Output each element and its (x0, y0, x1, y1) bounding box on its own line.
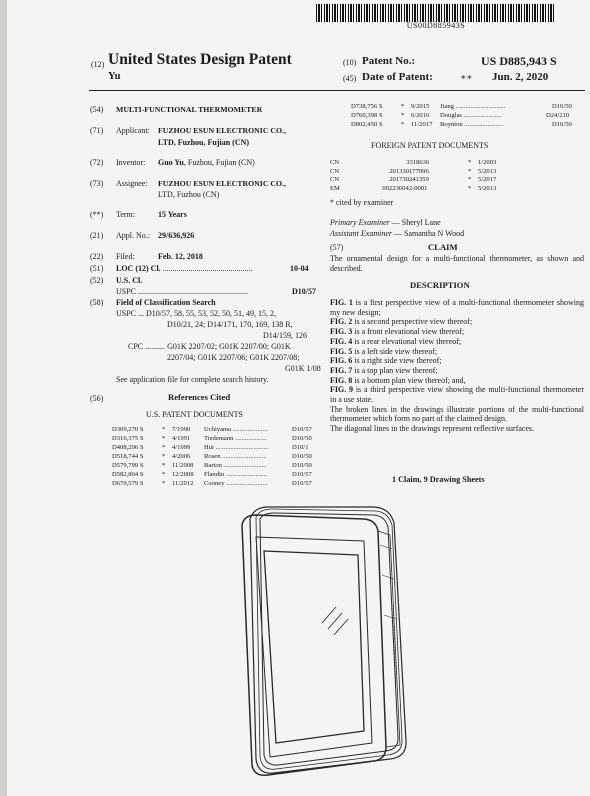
assistant-examiner: Assistant Examiner — Samantha N Wood (330, 229, 465, 238)
figure-text: is a first perspective view of a multi-functional thermometer showing my new design; (330, 298, 584, 317)
field-uspc-1: USPC ... D10/57, 58, 55, 53, 52, 50, 51, 49, 15, 2, (116, 309, 277, 318)
ref-star: * (401, 121, 405, 128)
figure-text: is a bottom plan view thereof; and, (352, 375, 466, 385)
foreign-country: CN (330, 176, 340, 183)
ref-dots: ..................... (231, 426, 268, 433)
ref-number: D579,799 S (112, 462, 144, 469)
code-22: (22) (90, 252, 104, 261)
code-10: (10) (343, 58, 357, 67)
figure-description (330, 317, 584, 327)
ref-star: * (162, 471, 166, 478)
ref-star: * (162, 480, 166, 487)
foreign-date: 5/2013 (478, 167, 497, 175)
figure-text: is a left side view thereof; (352, 346, 438, 356)
ref-dots: .......................... (221, 462, 267, 469)
ref-dots: ........................ (462, 121, 504, 128)
figure-label: FIG. 9 (330, 385, 354, 395)
foreign-number: 201730241359 (389, 176, 429, 183)
date-mark: ∗∗ (460, 72, 473, 82)
code-45: (45) (343, 74, 357, 83)
us-docs-heading: U.S. PATENT DOCUMENTS (146, 410, 243, 419)
code-52: (52) (90, 276, 104, 285)
ref-date: 11/2008 (172, 462, 194, 469)
cited-by-examiner: * cited by examiner (330, 198, 394, 207)
ref-class: D10/57 (292, 480, 312, 487)
figure-description (330, 298, 584, 317)
foreign-star: * (468, 176, 472, 183)
code-12: (12) (91, 60, 105, 69)
ref-date: 4/1991 (172, 435, 191, 442)
field-uspc-2: D10/21, 24; D14/171, 170, 169, 138 R, (167, 320, 293, 329)
ref-date: 12/2008 (172, 471, 194, 478)
ref-date: 4/2006 (172, 453, 191, 460)
figure-label: FIG. 8 (330, 375, 353, 385)
ref-name (204, 453, 267, 460)
loc-value: 10-04 (290, 264, 309, 273)
code-57: (57) (330, 243, 344, 252)
appl-value: 29/636,926 (158, 231, 195, 240)
applicant-line-2: LTD, Fuzhou, Fujian (CN) (158, 138, 250, 147)
code-51: (51) (90, 264, 104, 273)
ref-date: 11/2017 (411, 121, 433, 128)
ref-number: D738,756 S (351, 103, 383, 110)
figure-label: FIG. 7 (330, 365, 353, 375)
ref-number: D309,270 S (112, 426, 144, 433)
figure-description (330, 385, 584, 404)
ref-dots: ........................... (220, 453, 267, 460)
ref-name (204, 471, 267, 478)
see-application: See application file for complete search history. (116, 375, 269, 384)
barcode (316, 4, 556, 22)
assignee-line-2: LTD, Fuzhou (CN) (158, 190, 220, 199)
code-56: (56) (90, 394, 104, 403)
ref-name (204, 426, 267, 433)
ref-dots: ......................... (224, 471, 268, 478)
description-heading: DESCRIPTION (410, 280, 470, 290)
figure-label: FIG. 5 (330, 346, 353, 356)
figure-description (330, 337, 584, 347)
inventor-line: Guo Yu, Fuzhou, Fujian (CN) (158, 158, 255, 167)
thermometer-drawing (228, 495, 428, 785)
ref-name (204, 435, 266, 442)
ref-dots: ................................ (213, 444, 269, 451)
ref-class: D10/50 (292, 453, 312, 460)
code-72: (72) (90, 158, 104, 167)
figure-label: FIG. 4 (330, 336, 353, 346)
patent-no-label: Patent No.: (362, 55, 416, 67)
ref-class: D10/57 (292, 471, 312, 478)
ref-name-text: Jiang (440, 103, 454, 110)
page-edge (0, 0, 7, 796)
foreign-date: 5/2017 (478, 176, 497, 183)
barcode-number: US00D885943S (406, 21, 466, 30)
field-cpc-2: 2207/04; G01K 2207/06; G01K 2207/08; (167, 353, 300, 362)
field-cpc-1: CPC .......... G01K 2207/02; G01K 2207/00; G01K (128, 342, 291, 351)
code-term: (**) (90, 210, 104, 219)
date-label: Date of Patent: (362, 71, 433, 83)
figure-label: FIG. 6 (330, 356, 353, 366)
claim-text: The ornamental design for a multi-functional thermometer, as shown and described. (330, 254, 584, 273)
patent-date: Jun. 2, 2020 (492, 71, 549, 83)
ref-number: D316,375 S (112, 435, 144, 442)
ref-number: D518,744 S (112, 453, 144, 460)
patent-type-title: United States Design Patent (108, 51, 292, 68)
description-block (330, 298, 584, 434)
ref-number: D802,450 S (351, 121, 383, 128)
foreign-country: EM (330, 184, 340, 192)
figure-text: is a top plan view thereof; (352, 365, 438, 375)
ref-date: 6/2016 (411, 112, 430, 119)
ref-name (204, 444, 268, 451)
assignee-line-1: FUZHOU ESUN ELECTRONIC CO., (158, 179, 287, 188)
ref-dots: .............................. (453, 103, 506, 110)
foreign-date: 5/2013 (478, 184, 497, 192)
figure-text: is a third perspective view showing the multi-functional thermometer in a use state. (330, 385, 584, 405)
diagonal-lines-note: The diagonal lines in the drawings represent reflective surfaces. (330, 424, 535, 434)
broken-lines-note: The broken lines in the drawings illustrate portions of the multi-functional thermometer which form no part of the claimed design. (330, 404, 584, 424)
term-value: 15 Years (158, 210, 187, 219)
figure-label: FIG. 1 (330, 298, 353, 307)
ref-class: D10/50 (292, 435, 312, 442)
ref-class: D10/50 (552, 121, 572, 128)
field-uspc-3: D14/159, 126 (263, 331, 307, 340)
references-heading: References Cited (168, 392, 231, 402)
ref-date: 9/2015 (411, 103, 430, 110)
ref-class: D10/1 (292, 444, 309, 451)
figure-description (330, 376, 584, 386)
figure-label: FIG. 3 (330, 327, 353, 337)
patent-number: US D885,943 S (481, 54, 557, 68)
figure-text: is a front elevational view thereof; (352, 327, 465, 337)
claims-count: 1 Claim, 9 Drawing Sheets (392, 475, 485, 484)
ref-star: * (162, 426, 166, 433)
uspc-line: USPC ....................................................... (116, 287, 249, 296)
figure-description (330, 327, 584, 337)
ref-class: D10/50 (292, 462, 312, 469)
figure-label: FIG. 2 (330, 317, 353, 327)
ref-star: * (162, 444, 166, 451)
applicant-label: Applicant: (116, 126, 150, 135)
appl-label: Appl. No.: (116, 231, 150, 240)
assignee-label: Assignee: (116, 179, 148, 188)
ref-dots: ................... (233, 435, 267, 442)
figure-description (330, 356, 584, 366)
foreign-star: * (468, 184, 472, 192)
ref-date: 11/2012 (172, 480, 194, 487)
ref-class: D10/50 (552, 103, 572, 110)
foreign-number: 002236042-0001 (382, 184, 428, 192)
uspc-value: D10/57 (292, 287, 316, 296)
ref-name-text: Cooney (204, 480, 225, 487)
ref-name (440, 103, 505, 110)
ref-name (204, 480, 267, 487)
header-rule (89, 90, 585, 91)
foreign-star: * (468, 159, 472, 166)
code-58: (58) (90, 298, 104, 307)
ref-name-text: Flandin (204, 471, 225, 478)
ref-star: * (162, 453, 166, 460)
ref-class: D10/57 (292, 426, 312, 433)
ref-dots: ......................... (224, 480, 268, 487)
ref-dots: ....................... (461, 112, 502, 119)
ref-star: * (401, 112, 405, 119)
ref-name-text: Tiedemann (204, 435, 234, 442)
loc-line: LOC (12) Cl. ............................................. (116, 264, 253, 273)
filed-value: Feb. 12, 2018 (158, 252, 203, 261)
field-search-label: Field of Classification Search (116, 298, 216, 307)
foreign-country: CN (330, 159, 340, 166)
figure-description (330, 366, 584, 376)
primary-examiner: Primary Examiner — Sheryl Lane (330, 218, 441, 227)
inventor-label: Inventor: (116, 158, 146, 167)
field-cpc-3: G01K 1/08 (285, 364, 321, 373)
foreign-number: 201330177096 (389, 167, 429, 175)
design-title: MULTI-FUNCTIONAL THERMOMETER (116, 105, 263, 114)
term-label: Term: (116, 210, 135, 219)
code-21: (21) (90, 231, 104, 240)
code-54: (54) (90, 105, 104, 114)
ref-date: 7/1990 (172, 426, 191, 433)
ref-name-text: Boynton (440, 121, 463, 128)
ref-name-text: Douglas (440, 112, 462, 119)
ref-name-text: Hui (204, 444, 214, 451)
ref-number: D760,398 S (351, 112, 383, 119)
inventor-surname: Yu (108, 71, 121, 82)
ref-class: D24/210 (546, 112, 570, 119)
uscl-label: U.S. Cl. (116, 276, 143, 285)
ref-star: * (162, 462, 166, 469)
ref-name (440, 112, 502, 119)
claim-heading: CLAIM (428, 242, 458, 252)
ref-date: 4/1999 (172, 444, 191, 451)
applicant-line-1: FUZHOU ESUN ELECTRONIC CO., (158, 126, 287, 135)
foreign-number: 3318636 (406, 159, 430, 166)
ref-star: * (162, 435, 166, 442)
figure-text: is a second perspective view thereof; (352, 317, 473, 327)
ref-name-text: Uchiyama (204, 426, 232, 433)
ref-name (440, 121, 504, 128)
ref-name (204, 462, 266, 469)
filed-label: Filed: (116, 252, 135, 261)
code-73: (73) (90, 179, 104, 188)
foreign-heading: FOREIGN PATENT DOCUMENTS (371, 141, 489, 150)
ref-number: D582,804 S (112, 471, 144, 478)
foreign-date: 1/2003 (478, 159, 497, 166)
ref-name-text: Rosen (204, 453, 221, 460)
foreign-country: CN (330, 167, 340, 175)
ref-number: D670,579 S (112, 480, 144, 487)
figure-description (330, 347, 584, 357)
figure-list (330, 298, 584, 405)
foreign-star: * (468, 167, 472, 175)
code-71: (71) (90, 126, 104, 135)
ref-number: D408,296 S (112, 444, 144, 451)
figure-text: is a rear elevational view thereof; (352, 336, 462, 346)
ref-star: * (401, 103, 405, 110)
figure-text: is a right side view thereof; (352, 356, 442, 366)
ref-name-text: Barton (204, 462, 222, 469)
